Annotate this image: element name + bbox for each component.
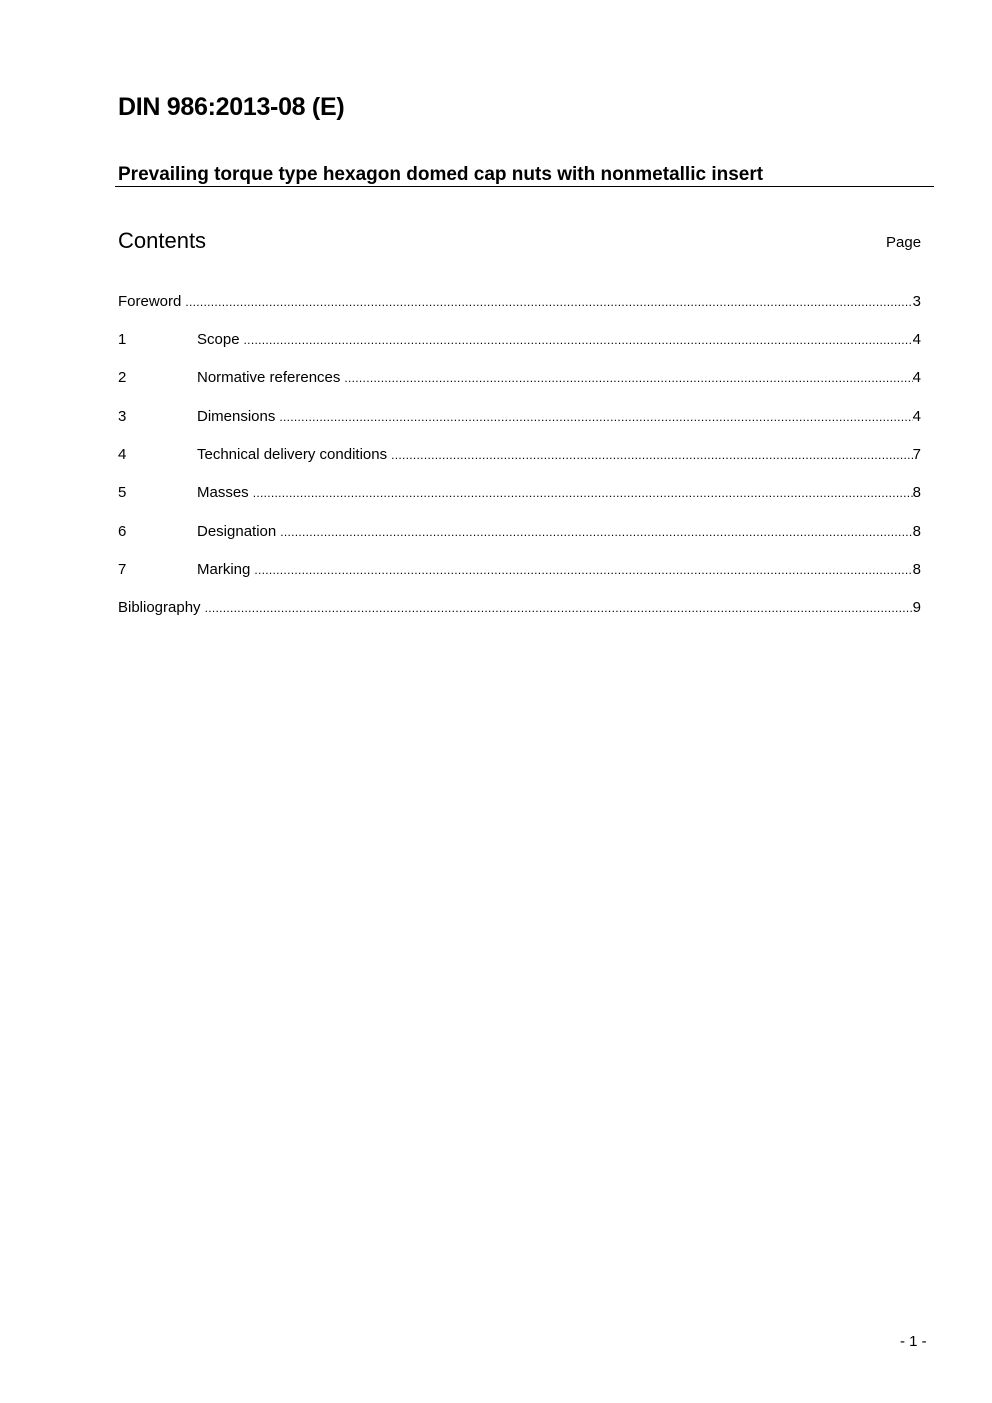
toc-dot-leader [185,292,912,312]
toc-dot-leader [280,522,912,542]
toc-dot-leader [244,330,913,350]
toc-entry-page: 9 [912,599,921,616]
toc-entry-number: 4 [118,446,127,463]
toc-entry-technical-delivery-conditions[interactable] [118,445,921,465]
page-column-heading: Page [886,234,922,251]
toc-dot-leader [391,445,913,465]
toc-entry-marking[interactable] [118,560,921,580]
toc-entry-dimensions[interactable] [118,407,921,427]
toc-entry-label: Technical delivery conditions [197,446,388,463]
toc-entry-label: Scope [197,331,240,348]
toc-entry-page: 4 [912,408,921,425]
toc-dot-leader [344,368,912,388]
toc-entry-masses[interactable] [118,483,921,503]
toc-entry-number: 3 [118,408,127,425]
toc-entry-page: 8 [912,561,921,578]
toc-entry-bibliography[interactable] [118,598,921,618]
toc-entry-page: 8 [912,523,921,540]
toc-entry-label: Marking [197,561,251,578]
toc-entry-page: 4 [912,369,921,386]
contents-heading: Contents [118,228,207,253]
toc-entry-number: 6 [118,523,127,540]
toc-entry-page: 7 [912,446,921,463]
toc-entry-normative-references[interactable] [118,368,921,388]
toc-entry-page: 8 [912,484,921,501]
toc-entry-label: Bibliography [118,599,201,616]
toc-entry-label: Dimensions [197,408,276,425]
toc-entry-designation[interactable] [118,522,921,542]
toc-entry-label: Foreword [118,293,182,310]
title-rule [115,186,934,187]
toc-entry-number: 7 [118,561,127,578]
toc-entry-foreword[interactable] [118,292,921,312]
page-number: - 1 - [900,1333,927,1350]
toc-entry-number: 5 [118,484,127,501]
toc-dot-leader [279,407,912,427]
toc-entry-label: Masses [197,484,249,501]
toc-dot-leader [253,483,913,503]
document-title: Prevailing torque type hexagon domed cap nuts with nonmetallic insert [118,164,764,185]
toc-dot-leader [205,598,913,618]
toc-entry-number: 1 [118,331,127,348]
toc-entry-page: 3 [912,293,921,310]
toc-dot-leader [254,560,912,580]
toc-entry-label: Designation [197,523,277,540]
toc-entry-number: 2 [118,369,127,386]
toc-entry-page: 4 [912,331,921,348]
toc-entry-scope[interactable] [118,330,921,350]
document-id: DIN 986:2013-08 (E) [118,93,345,121]
toc-entry-label: Normative references [197,369,341,386]
